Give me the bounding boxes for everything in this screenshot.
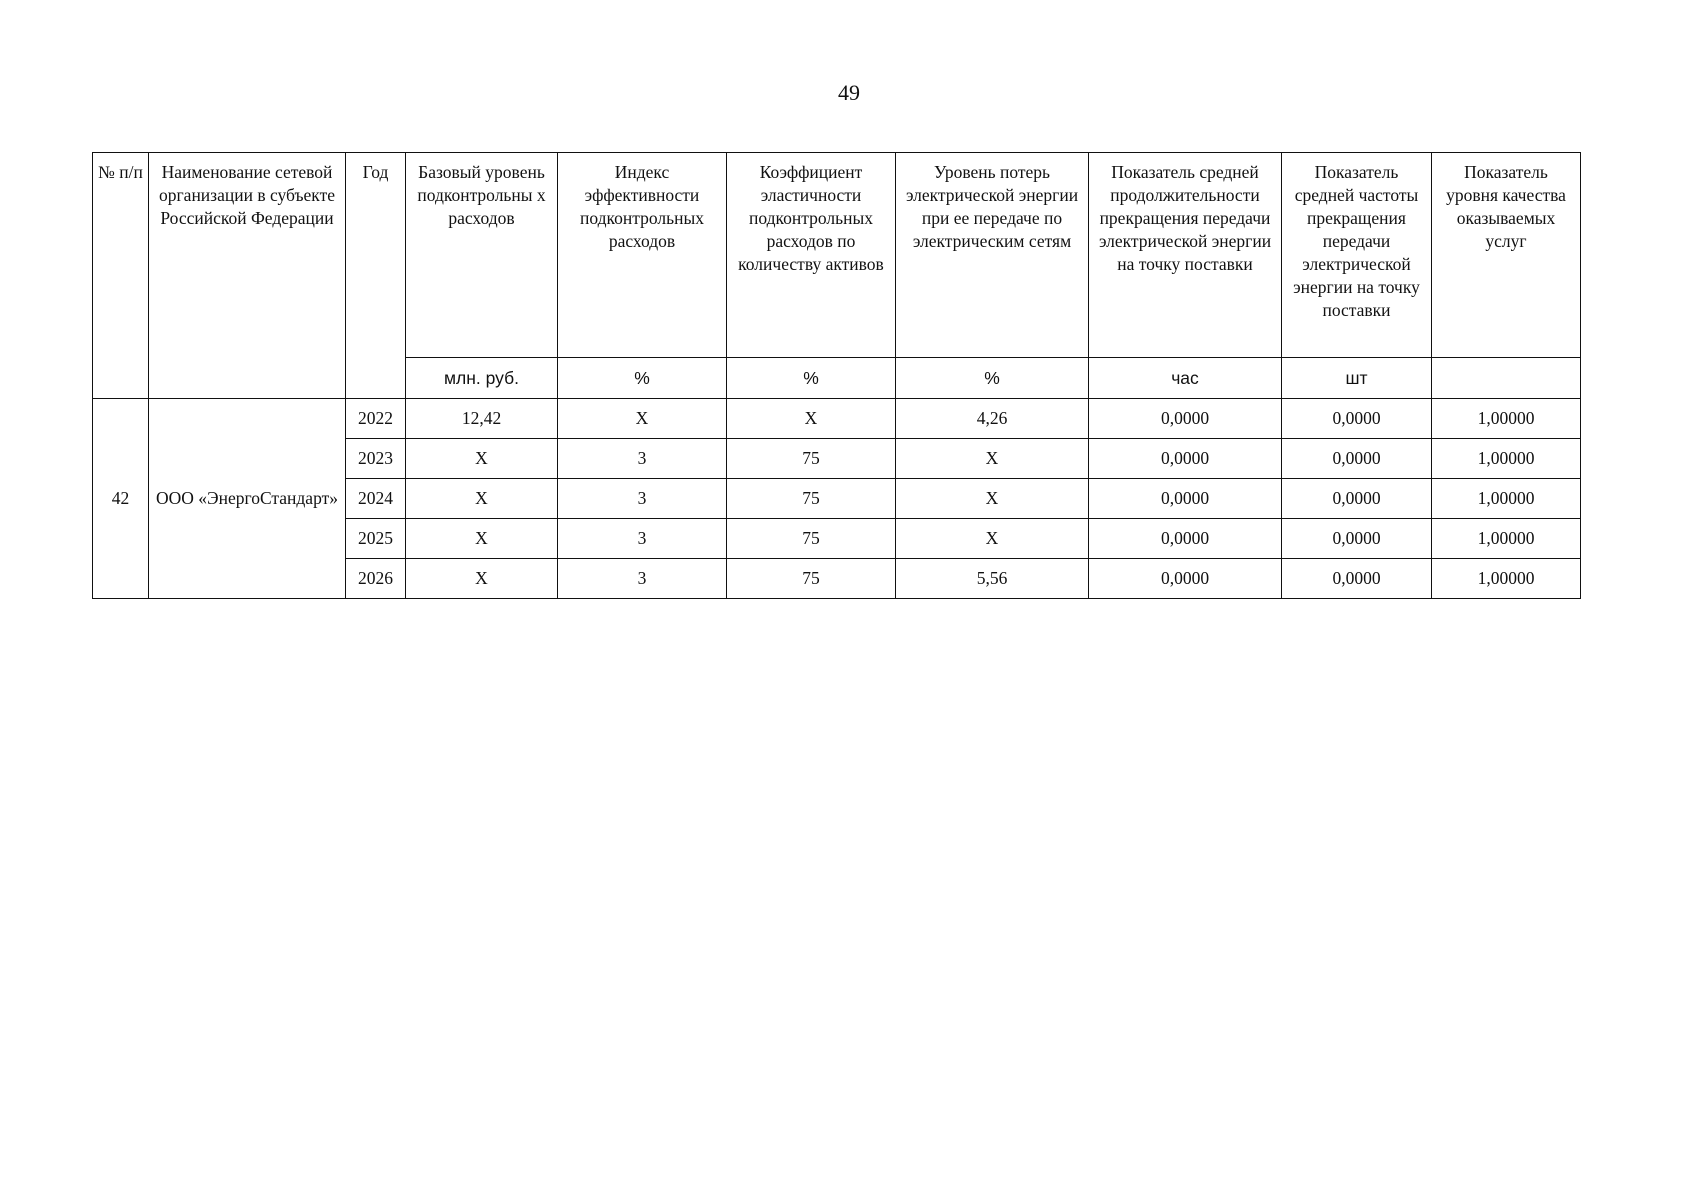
cell-year: 2025: [346, 519, 406, 559]
cell-efficiency-index: 3: [558, 479, 727, 519]
unit-avg-frequency: шт: [1282, 358, 1432, 399]
cell-base-level: 12,42: [406, 399, 558, 439]
cell-quality-level: 1,00000: [1432, 399, 1581, 439]
cell-elasticity-coefficient: 75: [727, 519, 896, 559]
header-quality-level: Показатель уровня качества оказываемых услуг: [1432, 153, 1581, 358]
cell-efficiency-index: 3: [558, 559, 727, 599]
unit-efficiency-index: %: [558, 358, 727, 399]
cell-year: 2024: [346, 479, 406, 519]
header-year: Год: [346, 153, 406, 399]
unit-losses-level: %: [896, 358, 1089, 399]
header-losses-level: Уровень потерь электрической энергии при ее передаче по электрическим сетям: [896, 153, 1089, 358]
cell-elasticity-coefficient: Х: [727, 399, 896, 439]
header-avg-duration: Показатель средней продолжительности прекращения передачи электрической энергии на точку поставки: [1089, 153, 1282, 358]
cell-year: 2023: [346, 439, 406, 479]
organization-number: 42: [93, 399, 149, 599]
cell-avg-duration: 0,0000: [1089, 399, 1282, 439]
header-organization: Наименование сетевой организации в субъекте Российской Федерации: [149, 153, 346, 399]
cell-elasticity-coefficient: 75: [727, 559, 896, 599]
header-row: [93, 153, 1581, 358]
cell-avg-duration: 0,0000: [1089, 559, 1282, 599]
cell-quality-level: 1,00000: [1432, 519, 1581, 559]
cell-year: 2026: [346, 559, 406, 599]
cell-efficiency-index: 3: [558, 519, 727, 559]
table-row: [93, 399, 1581, 439]
tariff-parameters-table: [92, 152, 1581, 599]
cell-avg-duration: 0,0000: [1089, 479, 1282, 519]
cell-losses-level: Х: [896, 439, 1089, 479]
cell-quality-level: 1,00000: [1432, 559, 1581, 599]
cell-efficiency-index: Х: [558, 399, 727, 439]
cell-elasticity-coefficient: 75: [727, 439, 896, 479]
cell-avg-duration: 0,0000: [1089, 439, 1282, 479]
cell-year: 2022: [346, 399, 406, 439]
unit-avg-duration: час: [1089, 358, 1282, 399]
header-base-level: Базовый уровень подконтрольны х расходов: [406, 153, 558, 358]
cell-losses-level: Х: [896, 519, 1089, 559]
cell-avg-frequency: 0,0000: [1282, 559, 1432, 599]
unit-base-level: млн. руб.: [406, 358, 558, 399]
cell-quality-level: 1,00000: [1432, 479, 1581, 519]
cell-avg-frequency: 0,0000: [1282, 479, 1432, 519]
unit-quality-level: [1432, 358, 1581, 399]
organization-name: ООО «ЭнергоСтандарт»: [149, 399, 346, 599]
cell-efficiency-index: 3: [558, 439, 727, 479]
header-avg-frequency: Показатель средней частоты прекращения передачи электрической энергии на точку поставки: [1282, 153, 1432, 358]
cell-losses-level: 4,26: [896, 399, 1089, 439]
cell-losses-level: Х: [896, 479, 1089, 519]
cell-elasticity-coefficient: 75: [727, 479, 896, 519]
header-elasticity-coefficient: Коэффициент эластичности подконтрольных расходов по количеству активов: [727, 153, 896, 358]
cell-base-level: Х: [406, 439, 558, 479]
cell-avg-frequency: 0,0000: [1282, 439, 1432, 479]
cell-base-level: Х: [406, 519, 558, 559]
header-number: № п/п: [93, 153, 149, 399]
cell-avg-frequency: 0,0000: [1282, 399, 1432, 439]
cell-avg-duration: 0,0000: [1089, 519, 1282, 559]
cell-quality-level: 1,00000: [1432, 439, 1581, 479]
cell-avg-frequency: 0,0000: [1282, 519, 1432, 559]
header-efficiency-index: Индекс эффективности подконтрольных расходов: [558, 153, 727, 358]
unit-elasticity-coefficient: %: [727, 358, 896, 399]
cell-losses-level: 5,56: [896, 559, 1089, 599]
cell-base-level: Х: [406, 559, 558, 599]
cell-base-level: Х: [406, 479, 558, 519]
page-number: 49: [838, 80, 860, 105]
